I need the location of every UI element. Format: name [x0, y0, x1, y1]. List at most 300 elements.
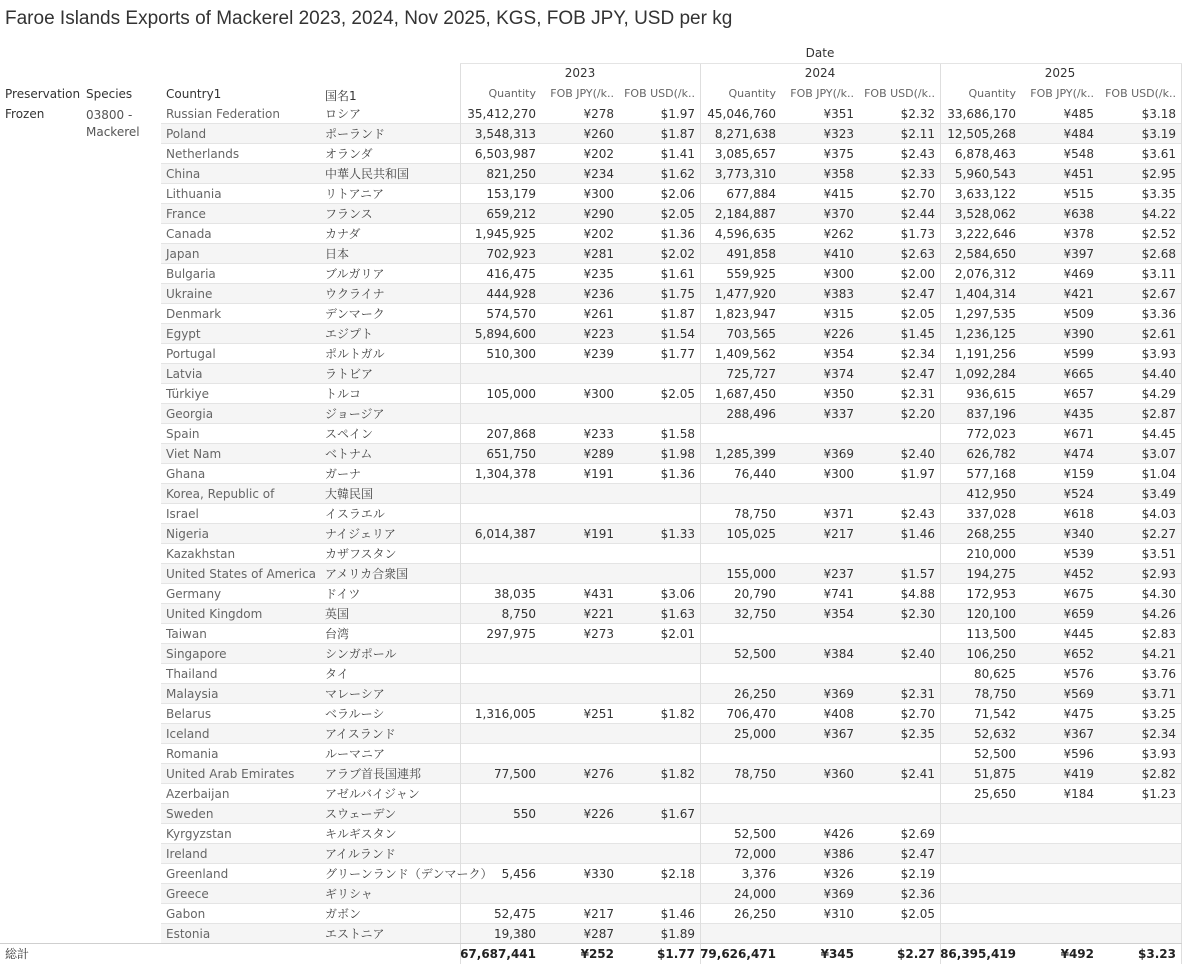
fob-jpy-cell[interactable]: ¥290: [583, 207, 614, 221]
quantity-cell[interactable]: 837,196: [966, 407, 1016, 421]
fob-usd-cell[interactable]: $2.87: [1141, 407, 1176, 421]
country-name[interactable]: Ukraine: [166, 287, 213, 301]
country-name-jp[interactable]: 中華人民共和国: [325, 167, 410, 181]
fob-usd-cell[interactable]: $2.70: [900, 707, 935, 721]
fob-jpy-cell[interactable]: ¥262: [823, 227, 854, 241]
country-name[interactable]: Malaysia: [166, 687, 219, 701]
grand-total-quantity[interactable]: 67,687,441: [460, 947, 536, 961]
quantity-cell[interactable]: 1,285,399: [714, 447, 776, 461]
country-name-jp[interactable]: 日本: [325, 247, 350, 261]
country-name[interactable]: Germany: [166, 587, 222, 601]
fob-jpy-cell[interactable]: ¥184: [1063, 787, 1094, 801]
quantity-cell[interactable]: 52,475: [494, 907, 536, 921]
fob-usd-cell[interactable]: $2.52: [1141, 227, 1176, 241]
fob-usd-cell[interactable]: $3.06: [660, 587, 695, 601]
fob-usd-cell[interactable]: $2.18: [660, 867, 695, 881]
fob-jpy-cell[interactable]: ¥300: [823, 467, 854, 481]
species-header[interactable]: Species: [86, 87, 133, 101]
quantity-cell[interactable]: 26,250: [734, 907, 776, 921]
country-name[interactable]: Türkiye: [166, 387, 209, 401]
country-name[interactable]: Gabon: [166, 907, 206, 921]
country-name[interactable]: Romania: [166, 747, 219, 761]
quantity-cell[interactable]: 52,500: [974, 747, 1016, 761]
quantity-cell[interactable]: 33,686,170: [947, 107, 1016, 121]
fob-usd-cell[interactable]: $3.71: [1141, 687, 1176, 701]
grand-total-fob-usd[interactable]: $1.77: [657, 947, 695, 961]
fob-jpy-cell[interactable]: ¥226: [823, 327, 854, 341]
fob-usd-cell[interactable]: $1.36: [660, 467, 695, 481]
quantity-cell[interactable]: 510,300: [486, 347, 536, 361]
fob-usd-cell[interactable]: $1.82: [660, 707, 695, 721]
fob-jpy-cell[interactable]: ¥378: [1063, 227, 1094, 241]
country-name-jp[interactable]: シンガポール: [325, 647, 397, 661]
country-name-jp[interactable]: 台湾: [325, 627, 350, 641]
country-name-jp[interactable]: イスラエル: [325, 507, 385, 521]
fob-jpy-cell[interactable]: ¥474: [1063, 447, 1094, 461]
fob-usd-cell[interactable]: $1.75: [660, 287, 695, 301]
quantity-cell[interactable]: 120,100: [966, 607, 1016, 621]
fob-jpy-cell[interactable]: ¥354: [823, 347, 854, 361]
preservation-header[interactable]: Preservation: [5, 87, 81, 101]
fob-jpy-cell[interactable]: ¥426: [823, 827, 854, 841]
fob-jpy-cell[interactable]: ¥217: [823, 527, 854, 541]
fob-usd-cell[interactable]: $1.67: [660, 807, 695, 821]
fob-jpy-cell[interactable]: ¥657: [1063, 387, 1094, 401]
quantity-cell[interactable]: 52,500: [734, 647, 776, 661]
quantity-cell[interactable]: 3,085,657: [714, 147, 776, 161]
country-name[interactable]: Georgia: [166, 407, 214, 421]
fob-usd-cell[interactable]: $1.73: [900, 227, 935, 241]
fob-usd-cell[interactable]: $2.06: [660, 187, 695, 201]
fob-jpy-cell[interactable]: ¥367: [823, 727, 854, 741]
fob-usd-cell[interactable]: $4.26: [1141, 607, 1176, 621]
quantity-cell[interactable]: 3,633,122: [954, 187, 1016, 201]
quantity-cell[interactable]: 577,168: [966, 467, 1016, 481]
fob-usd-cell[interactable]: $2.30: [900, 607, 935, 621]
fob-jpy-cell[interactable]: ¥548: [1063, 147, 1094, 161]
country-name-jp[interactable]: アメリカ合衆国: [325, 567, 409, 581]
fob-usd-cell[interactable]: $1.54: [660, 327, 695, 341]
country-header[interactable]: Country1: [166, 87, 222, 101]
country-name-jp[interactable]: ベトナム: [325, 447, 373, 461]
country-name-jp[interactable]: アイルランド: [325, 847, 396, 861]
fob-jpy-cell[interactable]: ¥370: [823, 207, 854, 221]
fob-usd-cell[interactable]: $1.87: [660, 307, 695, 321]
fob-usd-cell[interactable]: $2.43: [900, 147, 935, 161]
country-name-jp[interactable]: ウクライナ: [325, 287, 385, 301]
fob-jpy-cell[interactable]: ¥287: [583, 927, 614, 941]
quantity-cell[interactable]: 659,212: [486, 207, 536, 221]
country-name[interactable]: Greenland: [166, 867, 229, 881]
fob-usd-cell[interactable]: $1.23: [1141, 787, 1176, 801]
fob-usd-cell[interactable]: $3.61: [1141, 147, 1176, 161]
country-name[interactable]: Japan: [166, 247, 200, 261]
quantity-cell[interactable]: 412,950: [966, 487, 1016, 501]
fob-jpy-cell[interactable]: ¥445: [1063, 627, 1094, 641]
country-name-jp[interactable]: ポーランド: [325, 127, 386, 141]
fob-jpy-cell[interactable]: ¥618: [1063, 507, 1094, 521]
fob-jpy-cell[interactable]: ¥421: [1063, 287, 1094, 301]
fob-jpy-cell[interactable]: ¥260: [583, 127, 614, 141]
fob-jpy-cell[interactable]: ¥323: [823, 127, 854, 141]
grand-total-quantity[interactable]: 79,626,471: [700, 947, 776, 961]
quantity-cell[interactable]: 76,440: [734, 467, 776, 481]
country-name[interactable]: Canada: [166, 227, 212, 241]
fob-jpy-cell[interactable]: ¥236: [583, 287, 614, 301]
quantity-cell[interactable]: 491,858: [726, 247, 776, 261]
fob-usd-cell[interactable]: $2.33: [900, 167, 935, 181]
quantity-cell[interactable]: 297,975: [486, 627, 536, 641]
fob-usd-cell[interactable]: $2.47: [900, 367, 935, 381]
quantity-cell[interactable]: 550: [513, 807, 536, 821]
fob-jpy-cell[interactable]: ¥485: [1063, 107, 1094, 121]
fob-usd-cell[interactable]: $4.22: [1141, 207, 1176, 221]
quantity-cell[interactable]: 2,076,312: [954, 267, 1016, 281]
quantity-cell[interactable]: 35,412,270: [467, 107, 536, 121]
quantity-cell[interactable]: 936,615: [966, 387, 1016, 401]
fob-usd-cell[interactable]: $2.40: [900, 647, 935, 661]
country-name-jp[interactable]: エストニア: [325, 927, 385, 941]
country-name-jp[interactable]: ガボン: [325, 907, 362, 921]
fob-usd-cell[interactable]: $4.30: [1141, 587, 1176, 601]
fob-jpy-cell[interactable]: ¥202: [583, 227, 614, 241]
country-name-jp[interactable]: ベラルーシ: [325, 707, 385, 721]
quantity-cell[interactable]: 172,953: [966, 587, 1016, 601]
country-name-jp[interactable]: グリーンランド（デンマーク）: [325, 867, 493, 881]
fob-jpy-cell[interactable]: ¥351: [823, 107, 854, 121]
quantity-cell[interactable]: 78,750: [974, 687, 1016, 701]
year-header-2024[interactable]: 2024: [804, 66, 836, 80]
country-name-jp[interactable]: ラトビア: [325, 367, 374, 381]
quantity-cell[interactable]: 25,000: [734, 727, 776, 741]
fob-jpy-cell[interactable]: ¥337: [823, 407, 854, 421]
fob-jpy-cell[interactable]: ¥278: [583, 107, 614, 121]
fob-jpy-cell[interactable]: ¥369: [823, 687, 854, 701]
quantity-cell[interactable]: 677,884: [726, 187, 776, 201]
quantity-cell[interactable]: 51,875: [974, 767, 1016, 781]
fob-usd-cell[interactable]: $2.35: [900, 727, 935, 741]
country-name[interactable]: Sweden: [166, 807, 214, 821]
quantity-cell[interactable]: 3,773,310: [714, 167, 776, 181]
fob-usd-cell[interactable]: $1.36: [660, 227, 695, 241]
quantity-cell[interactable]: 337,028: [966, 507, 1016, 521]
country-name-jp[interactable]: スペイン: [325, 427, 374, 441]
fob-jpy-cell[interactable]: ¥371: [823, 507, 854, 521]
quantity-cell[interactable]: 52,632: [974, 727, 1016, 741]
fob-usd-cell[interactable]: $3.49: [1141, 487, 1176, 501]
quantity-cell[interactable]: 3,376: [741, 867, 776, 881]
fob-usd-cell[interactable]: $3.35: [1141, 187, 1176, 201]
quantity-cell[interactable]: 24,000: [734, 887, 776, 901]
quantity-cell[interactable]: 78,750: [734, 507, 776, 521]
country-name[interactable]: Russian Federation: [166, 107, 280, 121]
quantity-cell[interactable]: 288,496: [726, 407, 776, 421]
fob-usd-cell[interactable]: $2.19: [900, 867, 935, 881]
country-name[interactable]: Nigeria: [166, 527, 209, 541]
quantity-cell[interactable]: 1,477,920: [714, 287, 776, 301]
country-name-jp[interactable]: オランダ: [325, 147, 373, 161]
fob-jpy-cell[interactable]: ¥191: [583, 527, 614, 541]
fob-jpy-cell[interactable]: ¥638: [1063, 207, 1094, 221]
fob-usd-cell[interactable]: $2.47: [900, 847, 935, 861]
grand-total-fob-usd[interactable]: $3.23: [1138, 947, 1176, 961]
country-name[interactable]: Egypt: [166, 327, 201, 341]
fob-usd-cell[interactable]: $2.31: [900, 687, 935, 701]
fob-jpy-cell[interactable]: ¥410: [823, 247, 854, 261]
fob-jpy-cell[interactable]: ¥358: [823, 167, 854, 181]
fob-jpy-cell[interactable]: ¥569: [1063, 687, 1094, 701]
fob-jpy-cell[interactable]: ¥300: [823, 267, 854, 281]
country-name[interactable]: United Kingdom: [166, 607, 263, 621]
fob-jpy-cell[interactable]: ¥375: [823, 147, 854, 161]
country-name-jp[interactable]: エジプト: [325, 327, 374, 341]
quantity-cell[interactable]: 772,023: [966, 427, 1016, 441]
fob-usd-cell[interactable]: $1.89: [660, 927, 695, 941]
country-name-jp[interactable]: ブルガリア: [325, 267, 385, 281]
quantity-cell[interactable]: 105,000: [486, 387, 536, 401]
quantity-cell[interactable]: 12,505,268: [947, 127, 1016, 141]
quantity-cell[interactable]: 105,025: [726, 527, 776, 541]
fob-jpy-cell[interactable]: ¥300: [583, 387, 614, 401]
fob-jpy-cell[interactable]: ¥665: [1063, 367, 1094, 381]
fob-usd-cell[interactable]: $2.11: [900, 127, 935, 141]
quantity-cell[interactable]: 20,790: [734, 587, 776, 601]
fob-jpy-cell[interactable]: ¥384: [823, 647, 854, 661]
quantity-cell[interactable]: 6,503,987: [474, 147, 536, 161]
fob-usd-cell[interactable]: $2.67: [1141, 287, 1176, 301]
fob-jpy-cell[interactable]: ¥539: [1063, 547, 1094, 561]
fob-jpy-cell[interactable]: ¥659: [1063, 607, 1094, 621]
fob-usd-cell[interactable]: $3.51: [1141, 547, 1176, 561]
country-name[interactable]: United Arab Emirates: [166, 767, 295, 781]
quantity-cell[interactable]: 1,823,947: [714, 307, 776, 321]
quantity-cell[interactable]: 3,548,313: [474, 127, 536, 141]
fob-jpy-cell[interactable]: ¥431: [583, 587, 614, 601]
fob-jpy-cell[interactable]: ¥221: [583, 607, 614, 621]
fob-usd-cell[interactable]: $1.57: [900, 567, 935, 581]
country-jp-header[interactable]: 国名1: [325, 89, 357, 103]
country-name[interactable]: Israel: [166, 507, 199, 521]
country-name[interactable]: Poland: [166, 127, 207, 141]
country-name[interactable]: China: [166, 167, 201, 181]
fob-jpy-cell[interactable]: ¥251: [583, 707, 614, 721]
fob-jpy-cell[interactable]: ¥367: [1063, 727, 1094, 741]
country-name-jp[interactable]: ルーマニア: [325, 747, 386, 761]
fob-jpy-cell[interactable]: ¥452: [1063, 567, 1094, 581]
fob-jpy-cell[interactable]: ¥374: [823, 367, 854, 381]
fob-jpy-cell[interactable]: ¥223: [583, 327, 614, 341]
fob-usd-cell[interactable]: $2.01: [660, 627, 695, 641]
fob-jpy-cell[interactable]: ¥524: [1063, 487, 1094, 501]
quantity-cell[interactable]: 6,878,463: [954, 147, 1016, 161]
country-name[interactable]: Viet Nam: [166, 447, 222, 461]
fob-jpy-cell[interactable]: ¥354: [823, 607, 854, 621]
fob-jpy-cell[interactable]: ¥239: [583, 347, 614, 361]
country-name[interactable]: United States of America: [166, 567, 316, 581]
fob-jpy-cell[interactable]: ¥469: [1063, 267, 1094, 281]
fob-usd-cell[interactable]: $2.61: [1141, 327, 1176, 341]
fob-usd-cell[interactable]: $4.03: [1141, 507, 1176, 521]
fob-jpy-cell[interactable]: ¥191: [583, 467, 614, 481]
quantity-cell[interactable]: 72,000: [734, 847, 776, 861]
fob-jpy-cell[interactable]: ¥273: [583, 627, 614, 641]
fob-usd-cell[interactable]: $2.44: [900, 207, 935, 221]
fob-usd-cell[interactable]: $2.69: [900, 827, 935, 841]
fob-usd-cell[interactable]: $3.36: [1141, 307, 1176, 321]
fob-usd-cell[interactable]: $1.87: [660, 127, 695, 141]
fob-jpy-header-2025[interactable]: FOB JPY(/k..: [1030, 87, 1094, 100]
country-name-jp[interactable]: マレーシア: [325, 687, 385, 701]
fob-jpy-cell[interactable]: ¥652: [1063, 647, 1094, 661]
country-name-jp[interactable]: アイスランド: [325, 727, 396, 741]
quantity-cell[interactable]: 8,750: [501, 607, 536, 621]
quantity-cell[interactable]: 71,542: [974, 707, 1016, 721]
fob-jpy-cell[interactable]: ¥576: [1063, 667, 1094, 681]
fob-jpy-cell[interactable]: ¥386: [823, 847, 854, 861]
fob-jpy-cell[interactable]: ¥419: [1063, 767, 1094, 781]
fob-usd-cell[interactable]: $2.20: [900, 407, 935, 421]
fob-usd-cell[interactable]: $2.31: [900, 387, 935, 401]
fob-jpy-cell[interactable]: ¥289: [583, 447, 614, 461]
fob-usd-header-2023[interactable]: FOB USD(/k..: [624, 87, 695, 100]
quantity-cell[interactable]: 113,500: [966, 627, 1016, 641]
quantity-cell[interactable]: 78,750: [734, 767, 776, 781]
quantity-cell[interactable]: 8,271,638: [714, 127, 776, 141]
fob-usd-cell[interactable]: $2.70: [900, 187, 935, 201]
country-name[interactable]: Denmark: [166, 307, 222, 321]
fob-usd-cell[interactable]: $2.36: [900, 887, 935, 901]
country-name[interactable]: Ghana: [166, 467, 206, 481]
country-name-jp[interactable]: リトアニア: [325, 187, 385, 201]
fob-usd-cell[interactable]: $1.58: [660, 427, 695, 441]
fob-jpy-header-2023[interactable]: FOB JPY(/k..: [550, 87, 614, 100]
country-name-jp[interactable]: タイ: [325, 667, 349, 681]
country-name[interactable]: Kazakhstan: [166, 547, 236, 561]
fob-jpy-cell[interactable]: ¥484: [1063, 127, 1094, 141]
quantity-cell[interactable]: 574,570: [486, 307, 536, 321]
fob-jpy-cell[interactable]: ¥390: [1063, 327, 1094, 341]
quantity-cell[interactable]: 1,316,005: [474, 707, 536, 721]
fob-jpy-cell[interactable]: ¥235: [583, 267, 614, 281]
fob-usd-cell[interactable]: $1.33: [660, 527, 695, 541]
fob-usd-cell[interactable]: $1.41: [660, 147, 695, 161]
fob-usd-cell[interactable]: $2.63: [900, 247, 935, 261]
fob-jpy-cell[interactable]: ¥451: [1063, 167, 1094, 181]
quantity-cell[interactable]: 559,925: [726, 267, 776, 281]
quantity-cell[interactable]: 1,092,284: [954, 367, 1016, 381]
fob-jpy-cell[interactable]: ¥475: [1063, 707, 1094, 721]
fob-jpy-cell[interactable]: ¥237: [823, 567, 854, 581]
grand-total-fob-usd[interactable]: $2.27: [897, 947, 935, 961]
fob-usd-cell[interactable]: $2.34: [1141, 727, 1176, 741]
fob-usd-cell[interactable]: $1.04: [1141, 467, 1176, 481]
country-name-jp[interactable]: 大韓民国: [325, 487, 374, 501]
fob-jpy-cell[interactable]: ¥408: [823, 707, 854, 721]
country-name[interactable]: Belarus: [166, 707, 212, 721]
quantity-header-2025[interactable]: Quantity: [968, 87, 1016, 100]
fob-jpy-cell[interactable]: ¥415: [823, 187, 854, 201]
country-name[interactable]: Thailand: [166, 667, 218, 681]
quantity-cell[interactable]: 416,475: [486, 267, 536, 281]
fob-jpy-cell[interactable]: ¥383: [823, 287, 854, 301]
fob-usd-cell[interactable]: $2.05: [660, 387, 695, 401]
fob-usd-cell[interactable]: $2.40: [900, 447, 935, 461]
grand-total-quantity[interactable]: 86,395,419: [940, 947, 1016, 961]
quantity-cell[interactable]: 2,184,887: [714, 207, 776, 221]
fob-usd-cell[interactable]: $1.82: [660, 767, 695, 781]
quantity-cell[interactable]: 5,960,543: [954, 167, 1016, 181]
fob-usd-cell[interactable]: $2.47: [900, 287, 935, 301]
quantity-cell[interactable]: 6,014,387: [474, 527, 536, 541]
fob-usd-cell[interactable]: $4.21: [1141, 647, 1176, 661]
quantity-cell[interactable]: 1,687,450: [714, 387, 776, 401]
quantity-cell[interactable]: 268,255: [966, 527, 1016, 541]
quantity-cell[interactable]: 626,782: [966, 447, 1016, 461]
fob-usd-cell[interactable]: $2.93: [1141, 567, 1176, 581]
year-header-2023[interactable]: 2023: [564, 66, 596, 80]
fob-usd-cell[interactable]: $1.46: [660, 907, 695, 921]
fob-jpy-cell[interactable]: ¥397: [1063, 247, 1094, 261]
fob-usd-cell[interactable]: $2.83: [1141, 627, 1176, 641]
quantity-cell[interactable]: 1,297,535: [954, 307, 1016, 321]
fob-jpy-cell[interactable]: ¥675: [1063, 587, 1094, 601]
fob-usd-cell[interactable]: $2.02: [660, 247, 695, 261]
country-name-jp[interactable]: スウェーデン: [325, 807, 397, 821]
quantity-cell[interactable]: 3,528,062: [954, 207, 1016, 221]
country-name-jp[interactable]: アゼルバイジャン: [325, 787, 420, 801]
country-name-jp[interactable]: 英国: [325, 607, 350, 621]
fob-jpy-cell[interactable]: ¥369: [823, 447, 854, 461]
quantity-cell[interactable]: 1,404,314: [954, 287, 1016, 301]
fob-jpy-cell[interactable]: ¥515: [1063, 187, 1094, 201]
fob-usd-cell[interactable]: $2.82: [1141, 767, 1176, 781]
quantity-header-2024[interactable]: Quantity: [728, 87, 776, 100]
country-name[interactable]: Estonia: [166, 927, 211, 941]
fob-jpy-cell[interactable]: ¥671: [1063, 427, 1094, 441]
fob-usd-cell[interactable]: $2.68: [1141, 247, 1176, 261]
quantity-cell[interactable]: 3,222,646: [954, 227, 1016, 241]
quantity-cell[interactable]: 32,750: [734, 607, 776, 621]
fob-usd-cell[interactable]: $1.46: [900, 527, 935, 541]
fob-jpy-cell[interactable]: ¥261: [583, 307, 614, 321]
quantity-cell[interactable]: 207,868: [486, 427, 536, 441]
quantity-cell[interactable]: 5,456: [501, 867, 536, 881]
country-name[interactable]: Bulgaria: [166, 267, 216, 281]
fob-usd-cell[interactable]: $1.97: [660, 107, 695, 121]
country-name[interactable]: Ireland: [166, 847, 208, 861]
fob-usd-cell[interactable]: $2.05: [900, 307, 935, 321]
quantity-cell[interactable]: 703,565: [726, 327, 776, 341]
fob-jpy-cell[interactable]: ¥350: [823, 387, 854, 401]
fob-jpy-cell[interactable]: ¥202: [583, 147, 614, 161]
fob-jpy-cell[interactable]: ¥276: [583, 767, 614, 781]
fob-jpy-header-2024[interactable]: FOB JPY(/k..: [790, 87, 854, 100]
country-name[interactable]: Spain: [166, 427, 200, 441]
fob-usd-cell[interactable]: $2.41: [900, 767, 935, 781]
fob-jpy-cell[interactable]: ¥741: [823, 587, 854, 601]
quantity-cell[interactable]: 702,923: [486, 247, 536, 261]
quantity-cell[interactable]: 1,191,256: [954, 347, 1016, 361]
fob-usd-cell[interactable]: $1.77: [660, 347, 695, 361]
fob-usd-cell[interactable]: $3.93: [1141, 347, 1176, 361]
country-name-jp[interactable]: ナイジェリア: [325, 527, 396, 541]
fob-usd-cell[interactable]: $2.43: [900, 507, 935, 521]
fob-usd-header-2024[interactable]: FOB USD(/k..: [864, 87, 935, 100]
quantity-cell[interactable]: 1,409,562: [714, 347, 776, 361]
fob-usd-header-2025[interactable]: FOB USD(/k..: [1105, 87, 1176, 100]
fob-jpy-cell[interactable]: ¥281: [583, 247, 614, 261]
country-name-jp[interactable]: カナダ: [325, 227, 361, 241]
